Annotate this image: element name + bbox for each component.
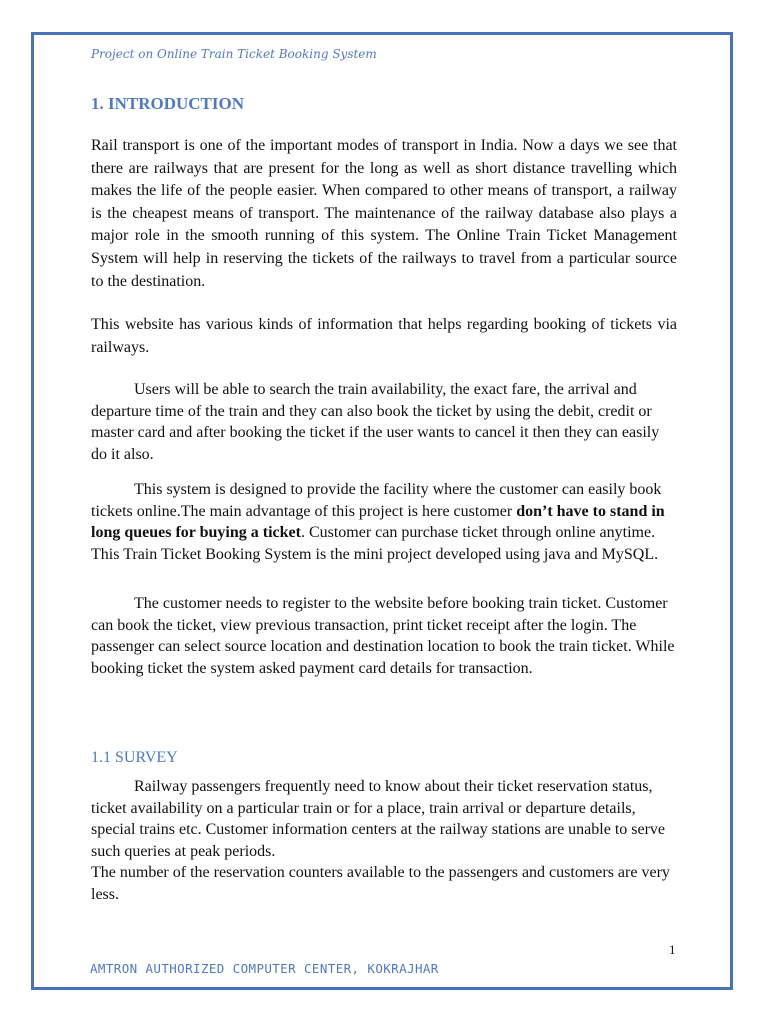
page-number: 1 [669, 942, 676, 957]
intro-paragraph-4-text-b: . Customer can purchase ticket through online anytime. This Train Ticket Booking System is the mini project developed using java and MySQL. [91, 524, 659, 563]
intro-paragraph-5: The customer needs to register to the website before booking train ticket. Customer can book the ticket, view previous transaction, print ticket receipt after the login. The passenger can select source location and destination location to book the train ticket. While booking ticket the system asked payment card details for transaction. [91, 595, 675, 677]
section-heading-introduction: 1. INTRODUCTION [91, 94, 245, 113]
intro-paragraph-4-text-a: This system is designed to provide the facility where the customer can easily book tickets online.The main advantage of this project is here customer [91, 481, 662, 520]
intro-paragraph-1: Rail transport is one of the important modes of transport in India. Now a days we see that there are railways that are present for the long as well as short distance travelling which makes the life of the people easier. When compared to other means of transport, a railway is the cheapest means of transport. The maintenance of the railway database also plays a major role in the smooth running of this system. The Online Train Ticket Management System will help in reserving the tickets of the railways to travel from a particular source to the destination. [91, 137, 677, 290]
survey-paragraph-1: Railway passengers frequently need to know about their ticket reservation status, ticket availability on a particular train or for a place, train arrival or departure details, special trains etc. Customer information centers at the railway stations are unable to serve such queries at peak periods. [91, 778, 666, 860]
running-footer: AMTRON AUTHORIZED COMPUTER CENTER, KOKRAJHAR [90, 961, 439, 976]
section-heading-survey: 1.1 SURVEY [91, 749, 178, 766]
survey-paragraphs [91, 776, 677, 906]
running-header: Project on Online Train Ticket Booking System [91, 47, 377, 61]
intro-paragraph-2: This website has various kinds of information that helps regarding booking of tickets via railways. [91, 316, 677, 356]
intro-paragraph-4-bold: don’t have to stand in long queues for buying a ticket [91, 502, 665, 542]
survey-paragraph-2: The number of the reservation counters available to the passengers and customers are very less. [91, 864, 670, 903]
intro-paragraph-4 [91, 479, 677, 565]
intro-paragraph-3: Users will be able to search the train availability, the exact fare, the arrival and departure time of the train and they can also book the ticket by using the debit, credit or master card and after booking the ticket if the user wants to cancel it then they can easily do it also. [91, 381, 660, 463]
